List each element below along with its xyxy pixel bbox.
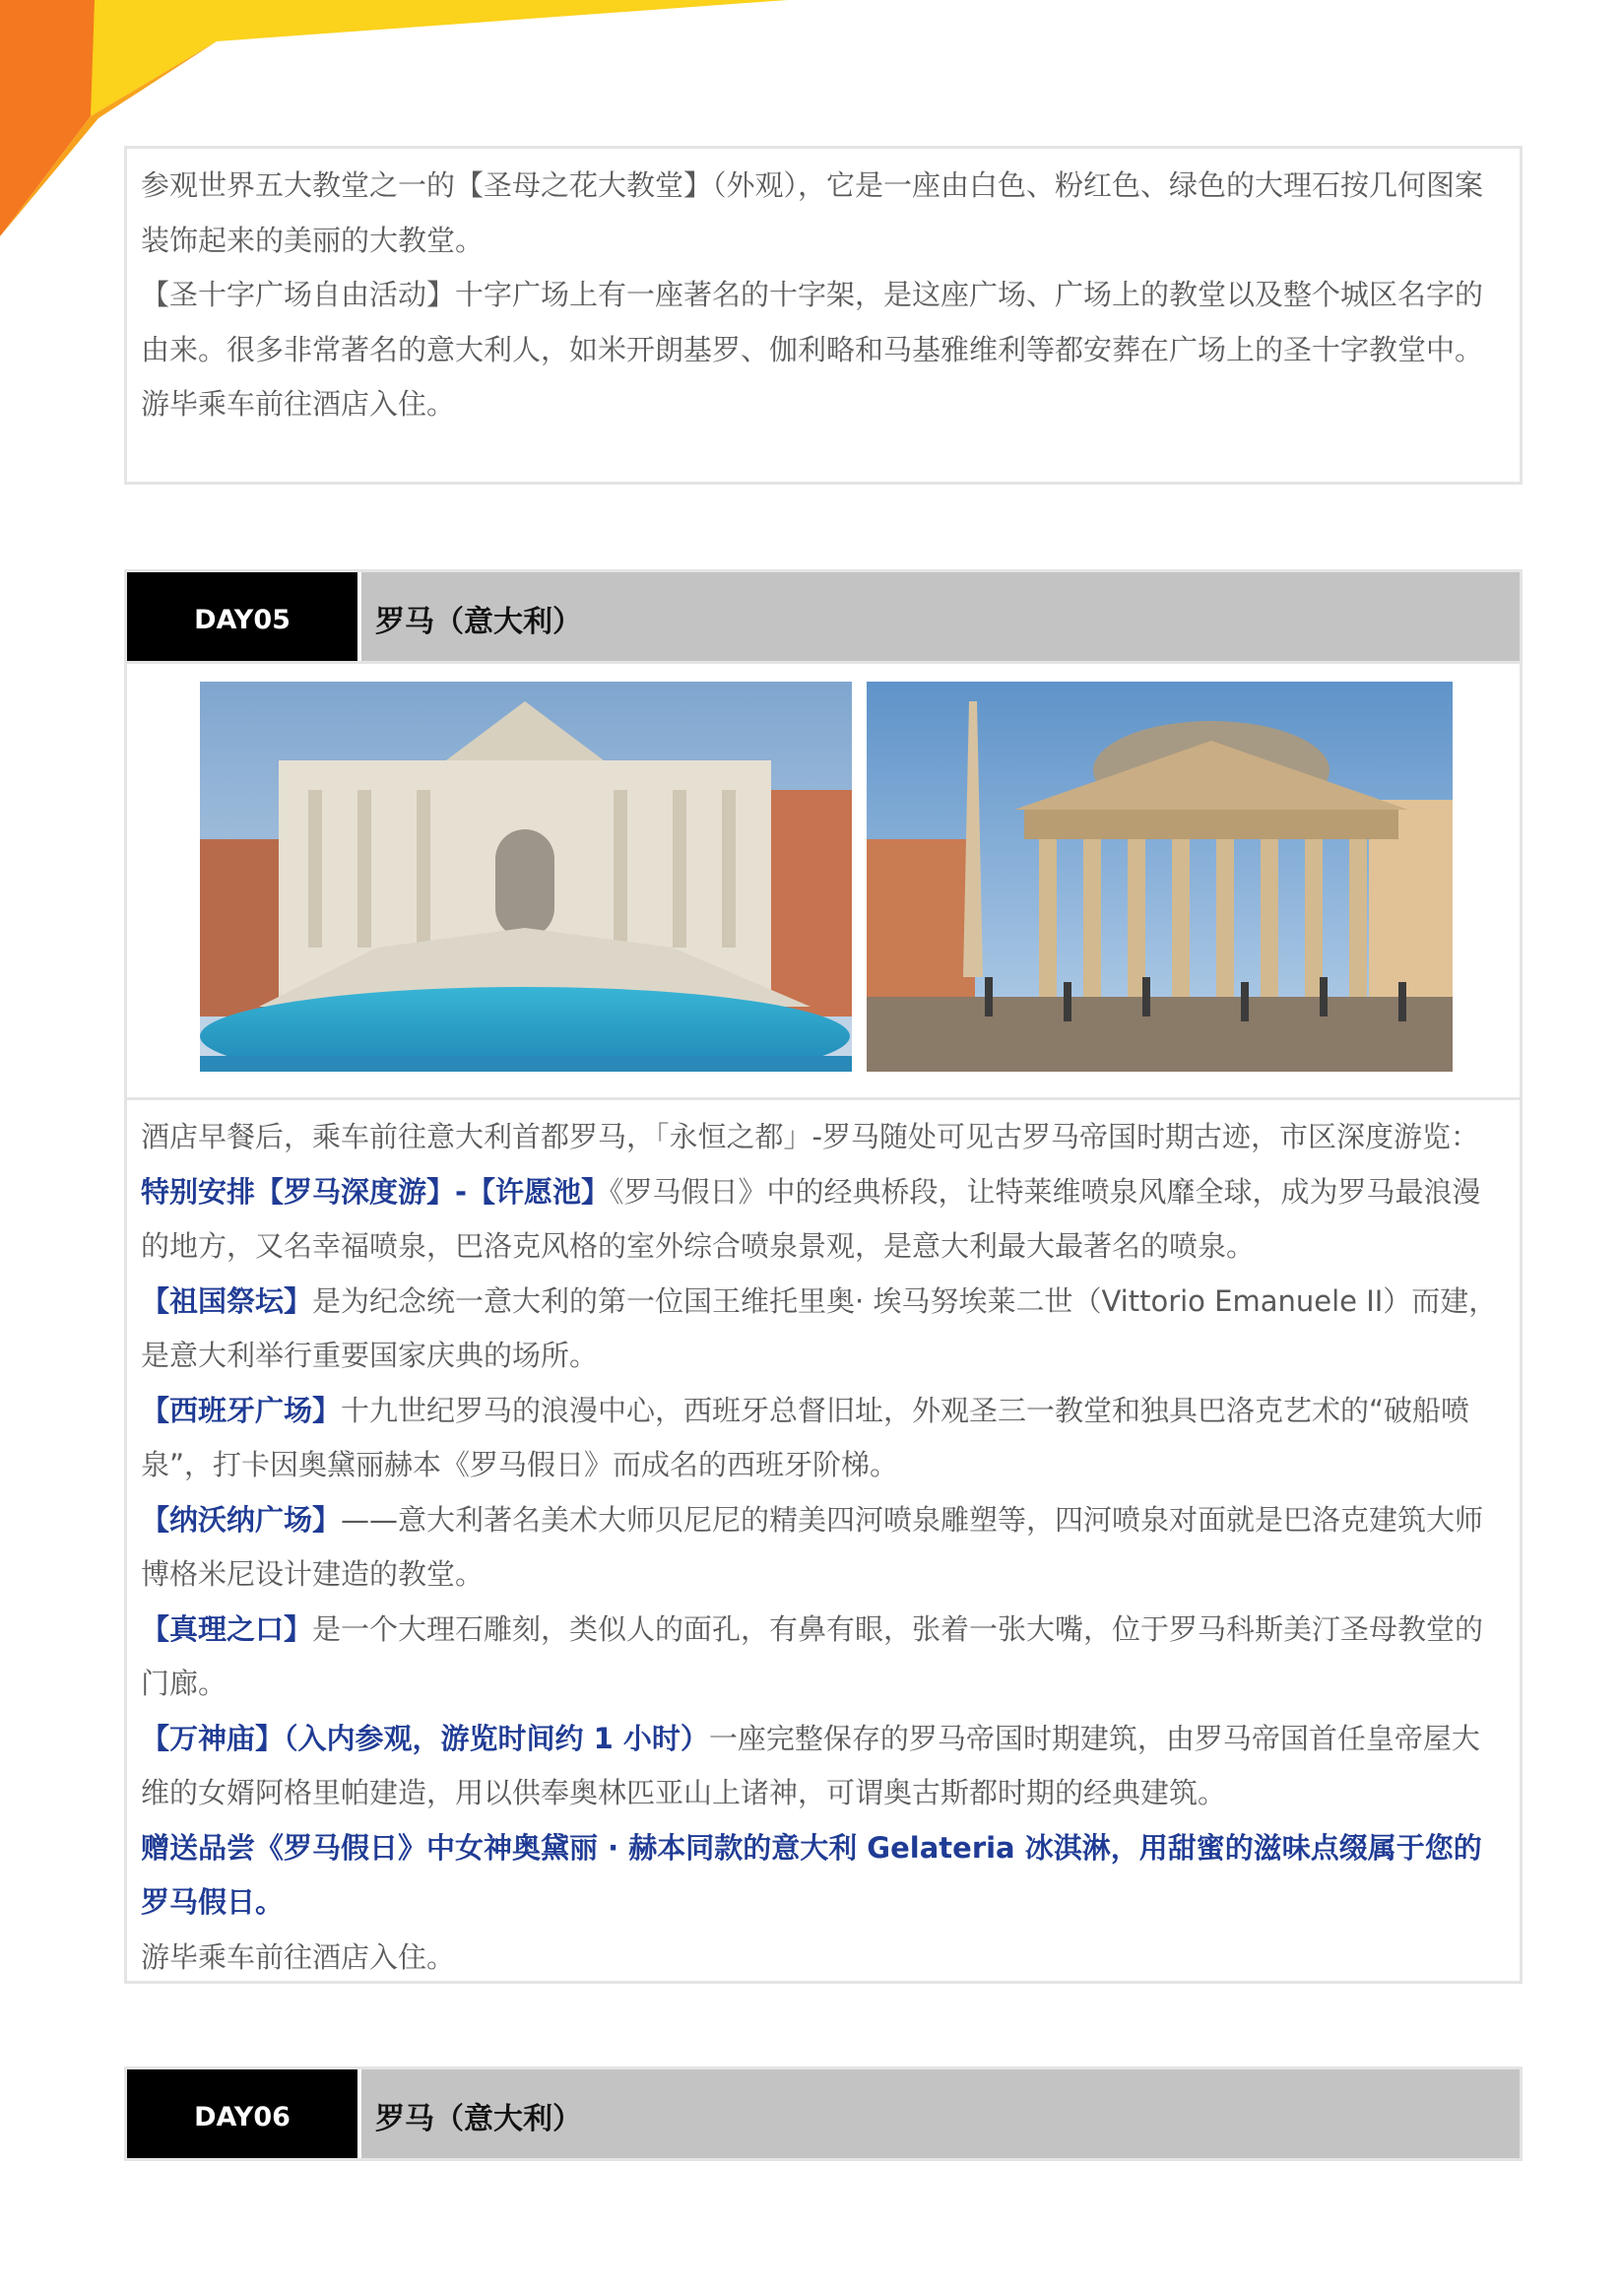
trevi-fountain-photo — [200, 682, 852, 1072]
paragraph — [141, 1603, 1506, 1712]
attraction-text: 一座完整保存的罗马帝国时期建筑，由罗马帝国首任皇帝屋大维的女婿阿格里帕建造，用以供奉奥林匹亚山上诸神，可谓奥古斯都时期的经典建筑。 — [141, 1721, 1480, 1809]
attraction-name: 【西班牙广场】 — [141, 1393, 342, 1427]
attraction-name: 【万神庙】（入内参观，游览时间约 1 小时） — [141, 1721, 709, 1755]
paragraph: 参观世界五大教堂之一的【圣母之花大教堂】（外观），它是一座由白色、粉红色、绿色的大理石按几何图案装饰起来的美丽的大教堂。 — [141, 168, 1484, 257]
highlight-text: 特别安排【罗马深度游】-【许愿池】 — [141, 1174, 611, 1209]
day05-header — [124, 569, 1523, 664]
paragraph — [141, 1712, 1506, 1821]
paragraph — [141, 1275, 1506, 1384]
day-title: 罗马（意大利） — [361, 2069, 1520, 2158]
paragraph — [141, 1384, 1506, 1493]
attraction-name: 【纳沃纳广场】 — [141, 1502, 342, 1537]
attraction-text: 十九世纪罗马的浪漫中心，西班牙总督旧址，外观圣三一教堂和独具巴洛克艺术的“破船喷泉”，打卡因奥黛丽赫本《罗马假日》而成名的西班牙阶梯。 — [141, 1393, 1470, 1481]
attraction-name: 【真理之口】 — [141, 1611, 313, 1646]
intro-rest: 《罗马假日》中的经典桥段，让特莱维喷泉风靡全球，成为罗马最浪漫的地方，又名幸福喷泉，巴洛克风格的室外综合喷泉景观，是意大利最大最著名的喷泉。 — [141, 1174, 1481, 1263]
day-title: 罗马（意大利） — [361, 572, 1520, 661]
gift-note: 赠送品尝《罗马假日》中女神奥黛丽 · 赫本同款的意大利 Gelateria 冰淇淋，用甜蜜的滋味点缀属于您的罗马假日。 — [141, 1830, 1482, 1919]
attraction-text: 是一个大理石雕刻，类似人的面孔，有鼻有眼，张着一张大嘴，位于罗马科斯美汀圣母教堂的门廊。 — [141, 1611, 1484, 1700]
attraction-text: 是为纪念统一意大利的第一位国王维托里奥· 埃马努埃莱二世（Vittorio Emanuele II）而建，是意大利举行重要国家庆典的场所。 — [141, 1283, 1498, 1372]
paragraph: 游毕乘车前往酒店入住。 — [141, 387, 456, 421]
day05-description-box — [124, 1097, 1523, 1984]
day-label: DAY06 — [127, 2069, 357, 2158]
intro-text: 酒店早餐后，乘车前往意大利首都罗马，「永恒之都」-罗马随处可见古罗马帝国时期古迹，市区深度游览： — [141, 1120, 1479, 1153]
paragraph: 游毕乘车前往酒店入住。 — [141, 1939, 456, 1974]
attraction-name: 【祖国祭坛】 — [141, 1283, 313, 1318]
day-label: DAY05 — [127, 572, 357, 661]
day06-header — [124, 2066, 1523, 2161]
day04-description-box — [124, 146, 1523, 485]
paragraph: 【圣十字广场自由活动】十字广场上有一座著名的十字架，是这座广场、广场上的教堂以及整个城区名字的由来。很多非常著名的意大利人，如米开朗基罗、伽利略和马基雅维利等都安葬在广场上的圣十字教堂中。 — [141, 278, 1484, 366]
paragraph — [141, 1110, 1506, 1275]
paragraph — [141, 1493, 1506, 1603]
pantheon-photo — [867, 682, 1453, 1072]
day05-photo-row — [124, 664, 1523, 1097]
attraction-text: ——意大利著名美术大师贝尼尼的精美四河喷泉雕塑等，四河喷泉对面就是巴洛克建筑大师博格米尼设计建造的教堂。 — [141, 1502, 1484, 1591]
